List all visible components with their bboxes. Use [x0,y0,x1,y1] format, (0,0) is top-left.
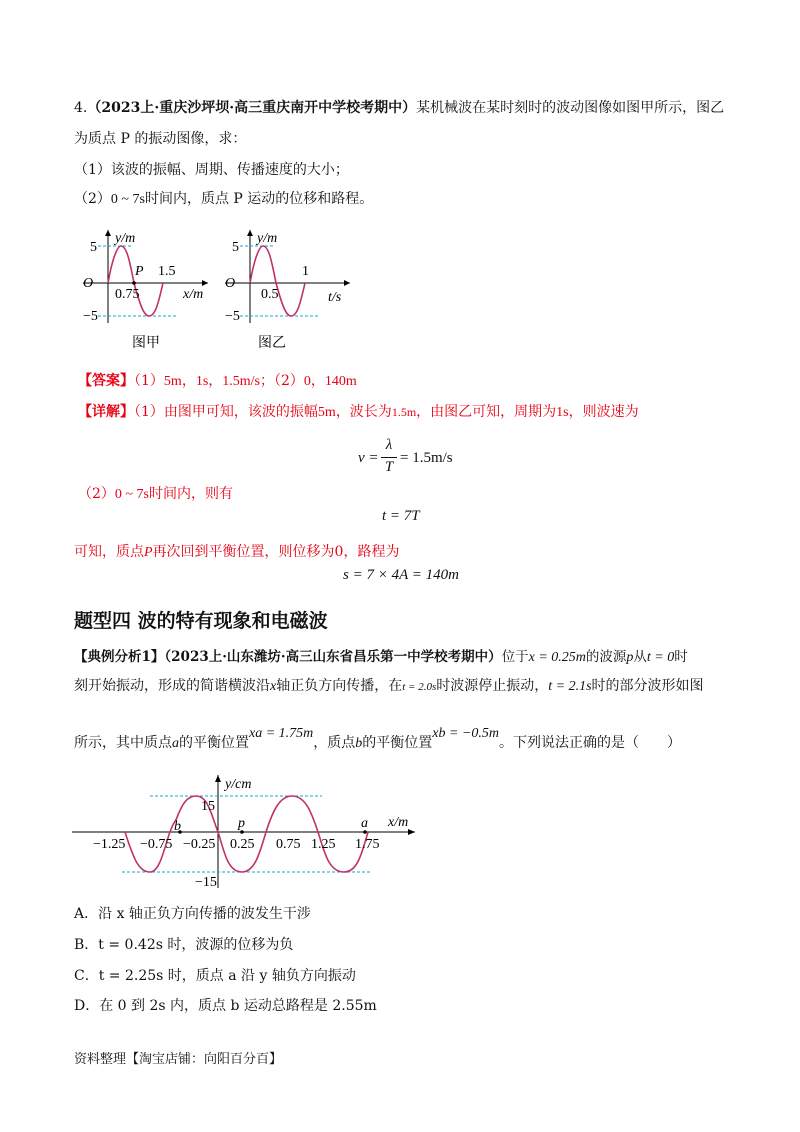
footer: 资料整理【淘宝店铺：向阳百分百】 [74,1052,283,1067]
fig-yi-tick2: 1 [302,264,309,279]
fig3-ylabel: y/cm [225,777,252,792]
option-d[interactable]: D．在 0 到 2s 内，质点 b 运动总路程是 2.55m [74,998,377,1014]
section-title: 题型四 波的特有现象和电磁波 [74,610,328,632]
fig3-tick-3: 0.25 [230,837,255,852]
fig-jia-ylabel: y/m [115,231,136,246]
detail-line-3: 可知，质点P再次回到平衡位置，则位移为0，路程为 [74,544,400,560]
example-line-2: 刻开始振动，形成的简谐横波沿x轴正负方向传播，在t = 2.0s时波源停止振动，t = 2.1s时的部分波形如图 [74,678,704,694]
option-c[interactable]: C．t = 2.25s 时，质点 a 沿 y 轴负方向振动 [74,968,356,984]
q4-line-2: 为质点 P 的振动图像，求： [74,131,247,147]
fig-jia-xlabel: x/m [183,287,204,302]
fig-yi-caption: 图乙 [258,336,286,351]
example-line-1: 【典例分析1】（2023上·山东潍坊·高三山东省昌乐第一中学校考期中）位于x = 0.25m的波源p从t = 0时 [74,649,688,665]
fig3-xlabel: x/m [388,815,409,830]
fig3-ybottom: −15 [195,875,217,890]
q4-sub-2: （2）0 ~ 7s时间内，质点 P 运动的位移和路程。 [74,191,374,207]
figure-yi [220,225,360,355]
fig3-point-a: a [361,816,368,831]
fig3-tick-2: −0.25 [183,837,216,852]
option-b[interactable]: B．t = 0.42s 时，波源的位移为负 [74,937,294,953]
figure-jia [78,225,218,355]
fig-jia-point: P [135,264,144,279]
figure-wave [70,770,420,895]
fig-jia-origin: O [83,276,94,291]
q4-sub-1: （1）该波的振幅、周期、传播速度的大小； [74,162,349,178]
fig3-tick-0: −1.25 [93,837,126,852]
detail-line-2: （2）0 ~ 7s时间内，则有 [78,486,233,502]
fig-yi-tick1: 0.5 [261,287,279,302]
fig-yi-origin: O [225,276,236,291]
fig-yi-ytop: 5 [232,240,239,255]
fig3-tick-6: 1.75 [355,837,380,852]
answer-line: 【答案】（1）5m，1s，1.5m/s；（2）0，140m [78,373,357,389]
fig3-tick-4: 0.75 [276,837,301,852]
example-line-3: 所示，其中质点a的平衡位置xa = 1.75m，质点b的平衡位置xb = −0.5m。下列说法正确的是（ ） [74,726,681,751]
fig-yi-xlabel: t/s [328,290,342,305]
fig-jia-caption: 图甲 [132,336,160,351]
fig-yi-ybottom: −5 [225,309,240,324]
fig3-point-b: b [174,819,181,834]
fig3-point-p: p [238,816,245,831]
fig3-tick-1: −0.75 [140,837,173,852]
equation-time: t = 7T [382,508,420,524]
fig-jia-ybottom: −5 [83,309,98,324]
option-a[interactable]: A．沿 x 轴正负方向传播的波发生干涉 [74,906,311,922]
fig-jia-tick2: 1.5 [158,264,176,279]
detail-line-1: 【详解】（1）由图甲可知，该波的振幅5m，波长为1.5m，由图乙可知，周期为1s，则波速为 [78,404,639,420]
equation-path: s = 7 × 4A = 140m [343,567,459,583]
fig3-tick-5: 1.25 [311,837,336,852]
fig-jia-ytop: 5 [90,240,97,255]
fig-jia-tick1: 0.75 [115,287,140,302]
fig3-ytop: 15 [201,799,215,814]
fig-yi-ylabel: y/m [257,231,278,246]
q4-line-1: 4.（2023上·重庆沙坪坝·高三重庆南开中学校考期中）某机械波在某时刻时的波动图像如图甲所示，图乙 [74,100,725,116]
